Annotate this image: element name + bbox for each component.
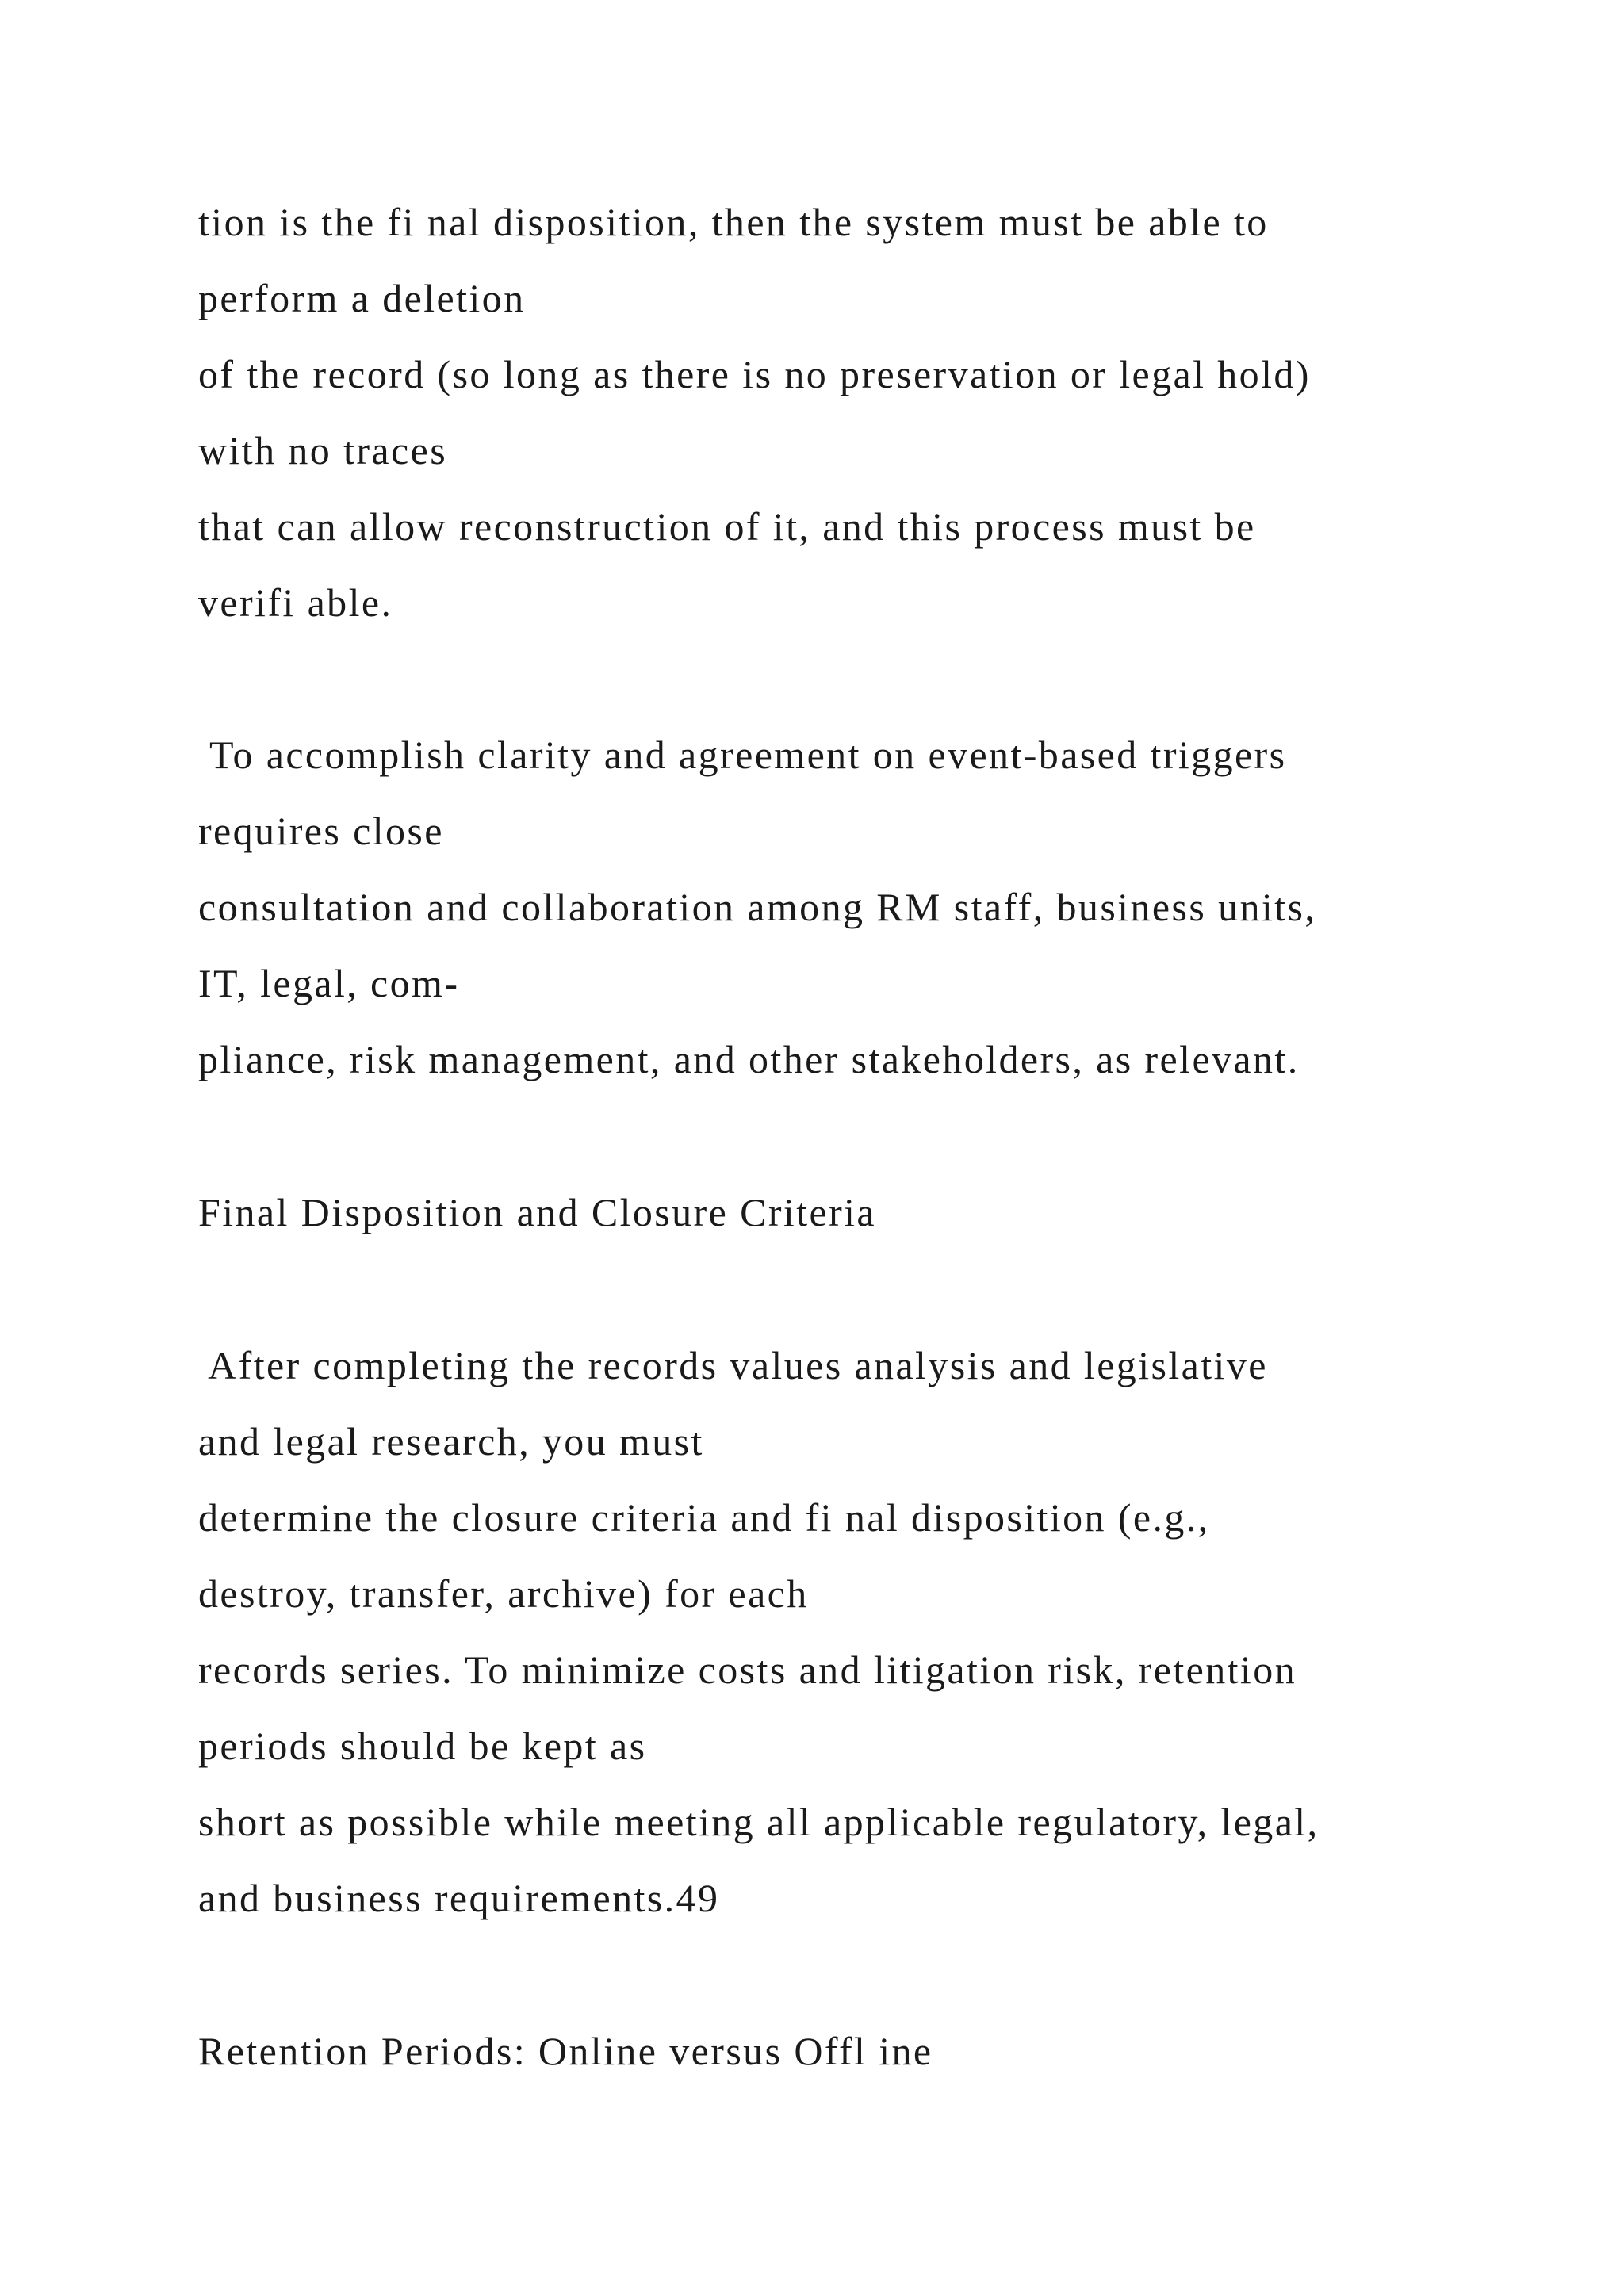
text-line: requires close [198,809,444,853]
text-line: records series. To minimize costs and litigation risk, retention [198,1647,1297,1692]
text-line: destroy, transfer, archive) for each [198,1571,809,1616]
text-line: consultation and collaboration among RM staff, business units, [198,885,1317,929]
text-line: short as possible while meeting all applicable regulatory, legal, [198,1800,1320,1844]
text-line: and legal research, you must [198,1419,704,1464]
text-line: To accomplish clarity and agreement on event-based triggers [198,733,1287,777]
text-line: determine the closure criteria and fi nal disposition (e.g., [198,1495,1210,1540]
text-line: that can allow reconstruction of it, and this process must be [198,504,1256,549]
section-heading: Final Disposition and Closure Criteria [198,1190,877,1234]
text-line: IT, legal, com- [198,961,460,1005]
text-line: of the record (so long as there is no preservation or legal hold) [198,352,1311,396]
text-line: tion is the fi nal disposition, then the system must be able to [198,200,1269,244]
text-line: After completing the records values analysis and legislative [198,1343,1268,1387]
text-line: with no traces [198,428,448,473]
section-heading: Retention Periods: Online versus Offl ine [198,2029,933,2073]
text-line: and business requirements.49 [198,1876,720,1920]
text-line: pliance, risk management, and other stakeholders, as relevant. [198,1037,1300,1081]
text-line: periods should be kept as [198,1724,647,1768]
text-line: perform a deletion [198,276,526,320]
text-line: verifi able. [198,580,393,625]
